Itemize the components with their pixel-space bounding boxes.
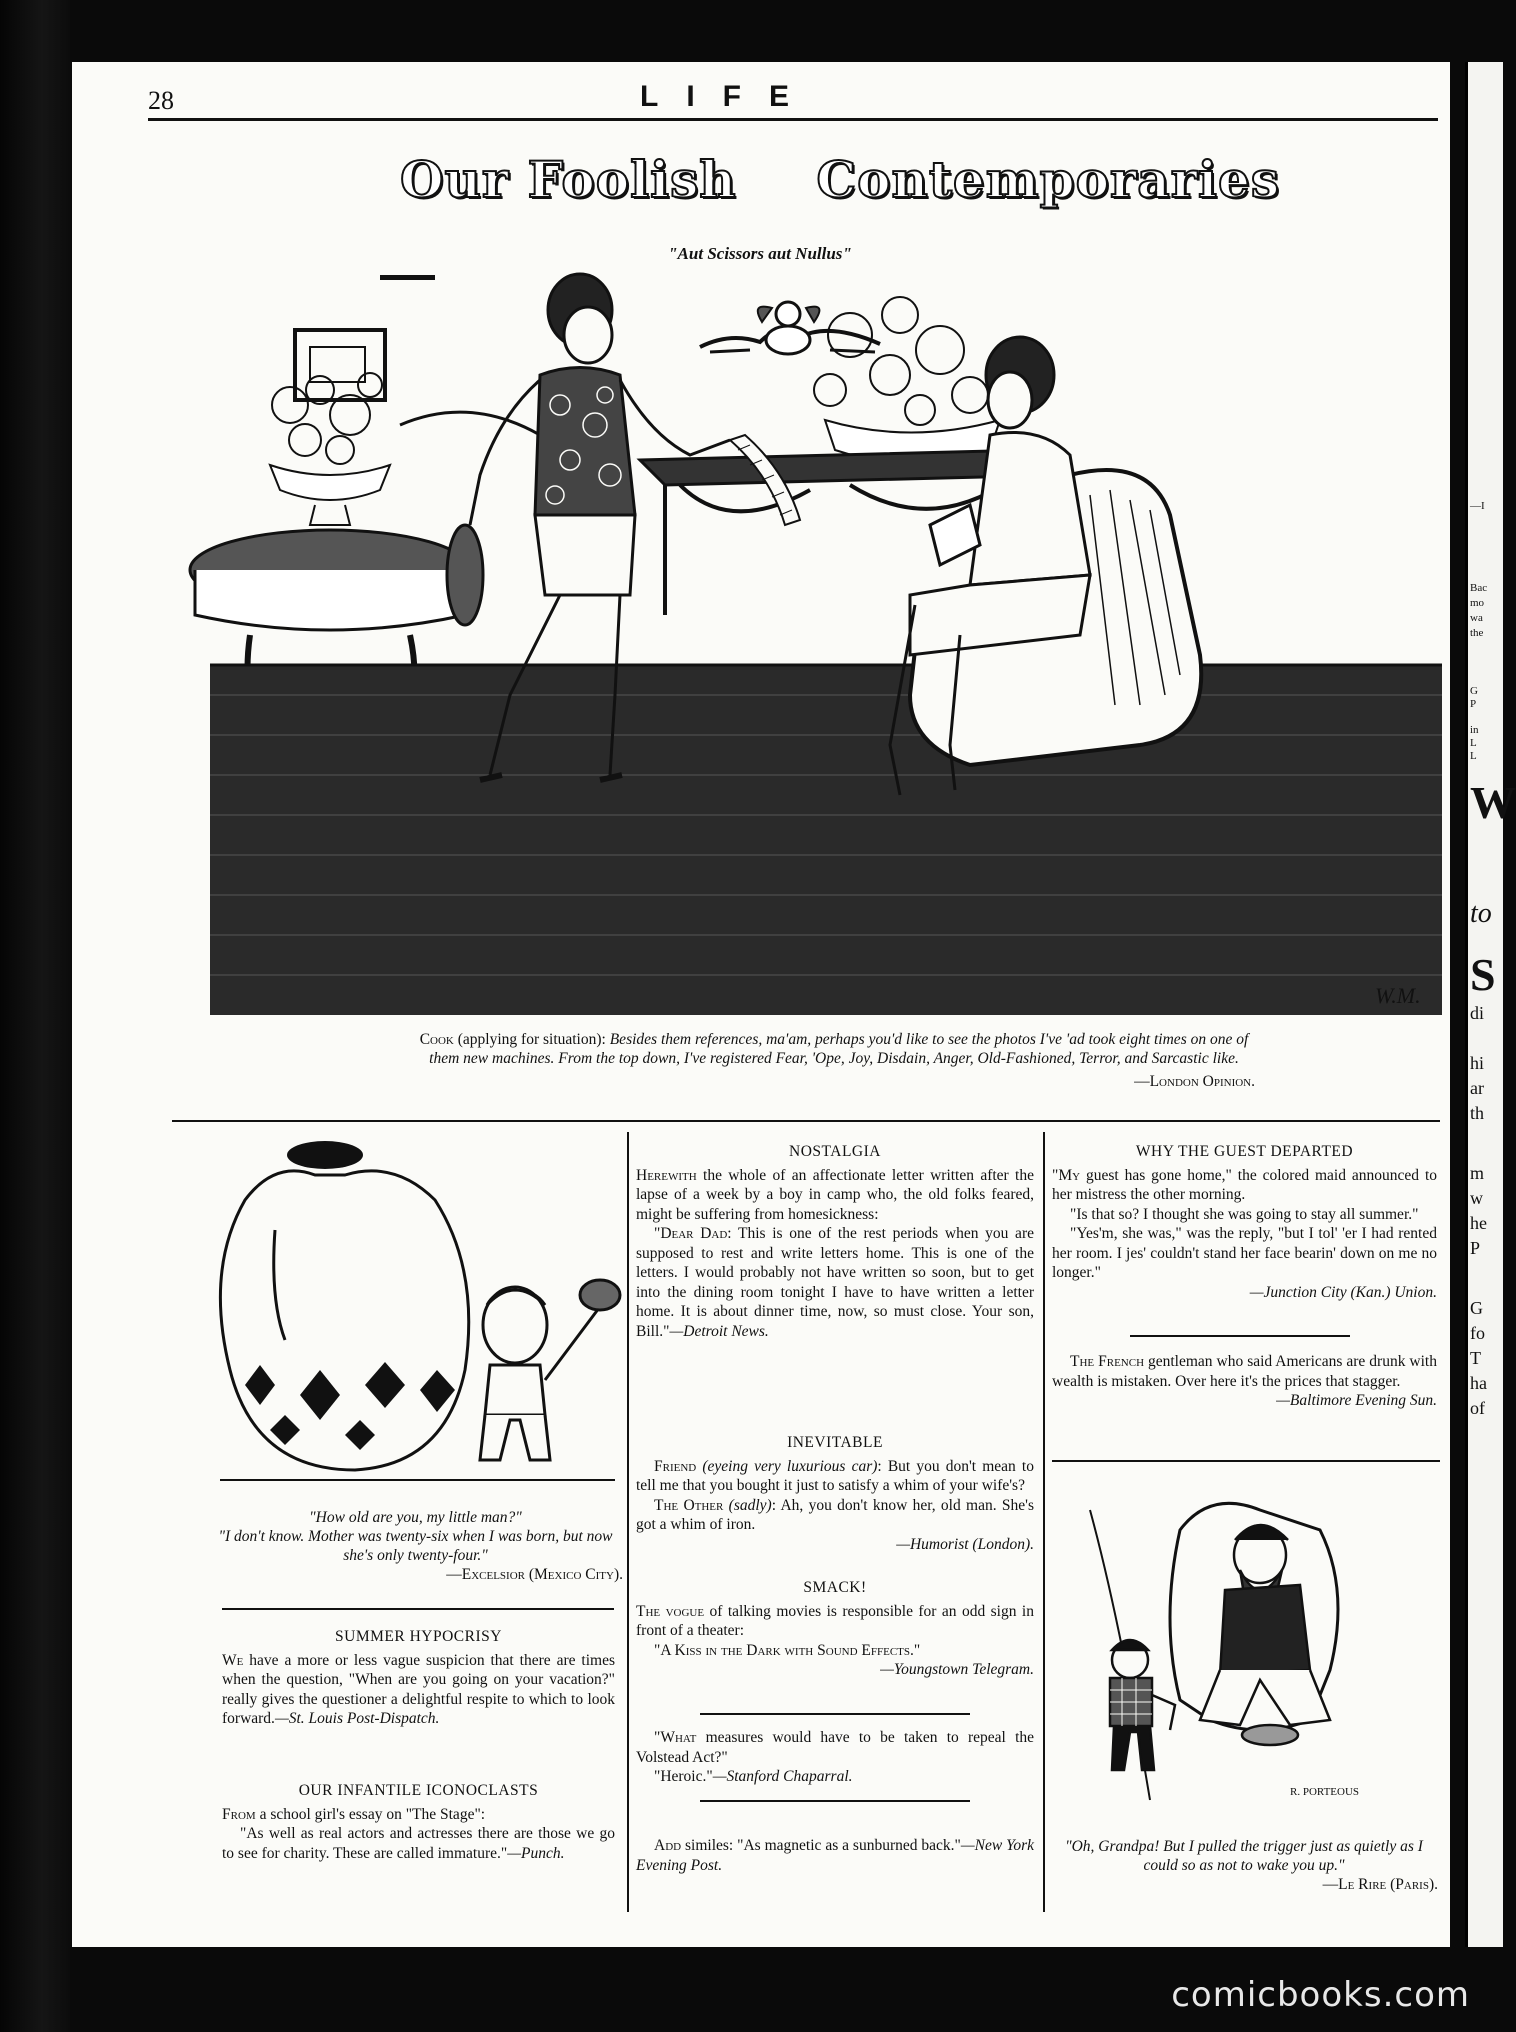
right-cartoon-caption bbox=[1050, 1837, 1438, 1894]
magazine-title: LIFE bbox=[640, 80, 817, 113]
article-text: measures would have to be taken to repeal the Volstead Act?" bbox=[636, 1729, 1034, 1766]
adjacent-text-fragment: P bbox=[1470, 698, 1477, 710]
stage-direction: (sadly) bbox=[723, 1496, 772, 1514]
article-text: similes: "As magnetic as a sunburned back." bbox=[681, 1837, 961, 1854]
section-divider bbox=[172, 1120, 1440, 1122]
adjacent-text-fragment: m bbox=[1470, 1163, 1485, 1183]
column-divider bbox=[627, 1132, 629, 1912]
right-cartoon-illustration bbox=[1060, 1470, 1438, 1810]
article-text: of talking movies is responsible for an odd sign in front of a theater: bbox=[636, 1602, 1034, 1639]
adjacent-text-fragment: G bbox=[1470, 1298, 1483, 1318]
article-text: "Yes'm, she was," was the reply, "but I tol' 'er I had rented her room. I jes' couldn't stand her face bearin' down on me no longer." bbox=[1052, 1225, 1437, 1281]
section-divider bbox=[222, 1608, 614, 1610]
adjacent-text-fragment: L bbox=[1470, 737, 1477, 749]
adjacent-text-fragment: the bbox=[1470, 627, 1484, 639]
article-heading: NOSTALGIA bbox=[789, 1143, 881, 1160]
dialogue-speaker: The Other bbox=[654, 1496, 724, 1514]
article-text: guest has gone home," the colored maid announced to her mistress the other morning. bbox=[1052, 1166, 1437, 1203]
feature-motto: "Aut Scissors aut Nullus" bbox=[668, 244, 852, 263]
similes-article bbox=[636, 1836, 1034, 1875]
caption-line: "Oh, Grandpa! But I pulled the trigger just as quietly as I could so as not to wake you up." bbox=[1065, 1838, 1423, 1874]
article-text: gentleman who said Americans are drunk with wealth is mistaken. Over here it's the prices that stagger. bbox=[1052, 1353, 1437, 1390]
article-heading: WHY THE GUEST DEPARTED bbox=[1135, 1143, 1354, 1160]
article-text: "Is that so? I thought she was going to stay all summer." bbox=[1070, 1205, 1419, 1223]
article-text: have a more or less vague suspicion that there are times when the question, "When are you going on your vacation?" really gives the questioner a delightful respite to which to look forward. bbox=[222, 1651, 615, 1727]
adjacent-text-fragment: hi bbox=[1470, 1053, 1485, 1073]
adjacent-text-fragment: ha bbox=[1470, 1373, 1487, 1393]
article-source: —Detroit News. bbox=[669, 1322, 769, 1340]
caption-stage-direction: (applying for situation): bbox=[453, 1031, 610, 1048]
article-heading: SMACK! bbox=[803, 1579, 867, 1596]
stage-direction: (eyeing very luxurious car) bbox=[696, 1457, 878, 1475]
caption-line: "I don't know. Mother was twenty-six when I was born, but now she's only twenty-four." bbox=[218, 1528, 613, 1564]
adjacent-text-fragment: ar bbox=[1470, 1078, 1484, 1098]
adjacent-text-fragment: P bbox=[1470, 1238, 1481, 1258]
left-cartoon-illustration bbox=[215, 1140, 620, 1485]
adjacent-text-fragment: G bbox=[1470, 685, 1478, 697]
main-cartoon-caption bbox=[405, 1030, 1263, 1091]
article-source: —Baltimore Evening Sun. bbox=[1276, 1392, 1437, 1409]
right-cartoon-signature: R. PORTEOUS bbox=[1290, 1786, 1360, 1798]
article-source: —Youngstown Telegram. bbox=[880, 1661, 1034, 1678]
adjacent-text-fragment: wa bbox=[1470, 612, 1483, 624]
adjacent-text-fragment: T bbox=[1470, 1348, 1481, 1368]
feature-title-left: Our Foolish bbox=[400, 150, 737, 209]
article-source: —Punch. bbox=[507, 1844, 565, 1862]
left-cartoon-caption bbox=[208, 1508, 623, 1584]
article-source: —Humorist (London). bbox=[896, 1535, 1034, 1553]
article-source: —St. Louis Post-Dispatch. bbox=[274, 1710, 440, 1727]
caption-source: —Excelsior (Mexico City). bbox=[446, 1566, 623, 1583]
letter-text: This is one of the rest periods when you are supposed to rest and write letters home. This is one of the letters. I would probably not have written so soon, but to get into the dining room tonight I have to have written a letter home. It is about dinner time, now, so must close. Your son, Bill." bbox=[636, 1225, 1034, 1340]
adjacent-text-fragment: S bbox=[1470, 949, 1496, 1000]
theater-sign-quote: "A Kiss in the Dark with Sound Effects." bbox=[654, 1641, 921, 1659]
adjacent-text-fragment: Bac bbox=[1470, 582, 1488, 594]
caption-source: —Le Rire (Paris). bbox=[1322, 1876, 1438, 1893]
main-cartoon-signature: W.M. bbox=[1375, 983, 1421, 1008]
article-lead: "What bbox=[654, 1729, 697, 1746]
article-text: a school girl's essay on "The Stage": bbox=[255, 1805, 486, 1823]
article-lead: We bbox=[222, 1651, 244, 1669]
watermark: comicbooks.com bbox=[1171, 1975, 1470, 2015]
inevitable-article bbox=[636, 1433, 1034, 1554]
adjacent-text-fragment: L bbox=[1470, 750, 1477, 762]
adjacent-text-fragment: W bbox=[1470, 777, 1516, 828]
column-divider bbox=[1043, 1132, 1045, 1912]
adjacent-text-fragment: th bbox=[1470, 1103, 1485, 1123]
guest-departed-article bbox=[1052, 1142, 1437, 1302]
article-lead: Add bbox=[654, 1837, 682, 1854]
caption-source: —London Opinion. bbox=[1134, 1073, 1255, 1090]
adjacent-text-fragment: mo bbox=[1470, 597, 1485, 609]
article-source: —Junction City (Kan.) Union. bbox=[1249, 1283, 1437, 1301]
scan-border bbox=[0, 0, 70, 2032]
article-heading: OUR INFANTILE ICONOCLASTS bbox=[298, 1782, 539, 1799]
article-heading: SUMMER HYPOCRISY bbox=[335, 1628, 502, 1645]
adjacent-text-fragment: he bbox=[1470, 1213, 1487, 1233]
article-lead: The French bbox=[1070, 1353, 1145, 1370]
article-source: —Stanford Chaparral. bbox=[712, 1768, 853, 1785]
adjacent-text-fragment: to bbox=[1470, 898, 1492, 929]
nostalgia-article bbox=[636, 1142, 1034, 1341]
letter-lead: "Dear Dad: bbox=[654, 1225, 732, 1242]
feature-title-right: Contemporaries bbox=[816, 150, 1280, 209]
article-source: —New York Evening Post. bbox=[636, 1837, 1034, 1874]
adjacent-text-fragment: di bbox=[1470, 1003, 1485, 1023]
adjacent-text-fragment: w bbox=[1470, 1188, 1483, 1208]
article-text: "Heroic." bbox=[654, 1768, 713, 1785]
section-divider bbox=[700, 1800, 970, 1802]
summer-hypocrisy-article bbox=[222, 1627, 615, 1729]
french-gentleman-article bbox=[1052, 1352, 1437, 1411]
main-cartoon-illustration bbox=[210, 275, 1442, 1015]
article-quote: "As well as real actors and actresses there are those we go to see for charity. These are called immature." bbox=[222, 1825, 615, 1862]
article-lead: Herewith bbox=[636, 1166, 697, 1184]
section-divider bbox=[1052, 1460, 1440, 1462]
page-number: 28 bbox=[148, 86, 174, 115]
article-lead: "My bbox=[1052, 1166, 1081, 1184]
caption-speaker: Cook bbox=[419, 1031, 454, 1048]
article-text: the whole of an affectionate letter written after the lapse of a week by a boy in camp who, the old folks feared, might be suffering from homesickness: bbox=[636, 1166, 1034, 1223]
article-heading: INEVITABLE bbox=[787, 1434, 883, 1451]
dialogue-line: : Ah, you don't know her, old man. She's got a whim of iron. bbox=[636, 1496, 1034, 1533]
adjacent-text-fragment: in bbox=[1470, 724, 1479, 736]
dialogue-speaker: Friend bbox=[654, 1457, 697, 1475]
dialogue-line: : But you don't mean to tell me that you bought it just to satisfy a whim of your wife's? bbox=[636, 1457, 1034, 1494]
adjacent-text-fragment: —I bbox=[1470, 500, 1485, 512]
article-lead: The vogue bbox=[636, 1602, 705, 1620]
caption-body: Besides them references, ma'am, perhaps you'd like to see the photos I've 'ad took eight times on one of them new machines. From the top down, I've registered Fear, 'Ope, Joy, Disdain, Anger, Old-Fashioned, Terror, and Sarcastic like. bbox=[429, 1031, 1249, 1067]
infantile-iconoclasts-article bbox=[222, 1781, 615, 1863]
adjacent-text-fragment: of bbox=[1470, 1398, 1485, 1418]
adjacent-text-fragment: fo bbox=[1470, 1323, 1485, 1343]
article-lead: From bbox=[222, 1805, 256, 1823]
section-divider bbox=[700, 1713, 970, 1715]
section-divider bbox=[1130, 1335, 1350, 1337]
adjacent-page-edge bbox=[1465, 62, 1516, 1947]
smack-article bbox=[636, 1578, 1034, 1680]
caption-line: "How old are you, my little man?" bbox=[309, 1509, 522, 1526]
volstead-article bbox=[636, 1728, 1034, 1787]
